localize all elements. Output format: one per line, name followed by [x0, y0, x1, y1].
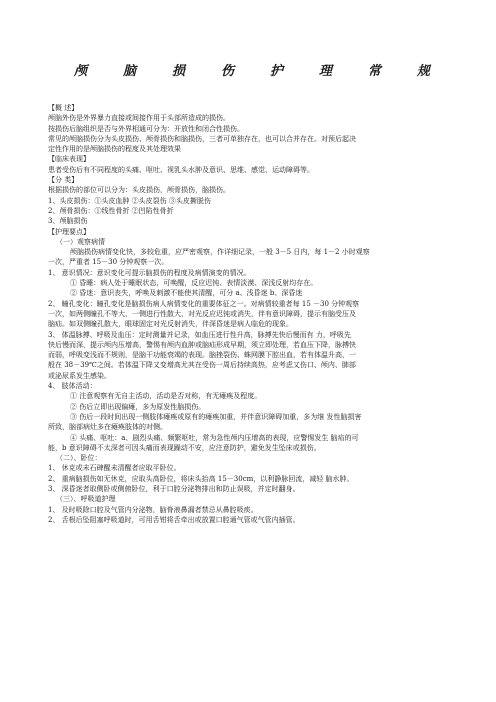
text-line: 般在 38－39℃之间。若体温下降又变增高尤其在受伤一周后持续高热，应考虑又伤口、颅内、肺部	[48, 361, 356, 370]
text-line: 2、 瞳孔变化：瞳孔变化是脑损伤病人病情变化的重要体征之一。对病情较重者每 15 －30 分钟观察	[48, 299, 360, 308]
text-line: 【护理要点】	[48, 227, 90, 236]
text-line: 快后慢而深，提示颅内压增高，警惕有颅内血肿或脑疝形成早期，须立即处理，若血压下降，脉搏快	[48, 340, 356, 349]
text-line: 【分 类】	[48, 176, 79, 185]
title-char: 伤	[220, 64, 234, 79]
text-line: 所致，脑部病灶多在瘫痪肢体的对侧。	[48, 423, 167, 432]
title-char: 理	[318, 64, 332, 79]
text-line: 一次，严重者 15－30 分钟观察一次。	[48, 258, 169, 267]
text-line: 【临床表现】	[48, 155, 90, 164]
title-char: 损	[171, 64, 185, 79]
text-line: ② 伤后立即出现偏瘫，多为原发性脑损伤。	[70, 402, 206, 411]
text-line: 一次，如两侧瞳孔不等大，一侧进行性散大，对光反应迟钝或消失，伴有意识障碍，提示有脑受压及	[48, 309, 356, 318]
text-line: 按损伤后脑组织是否与外界相通可分为：开放性和闭合性损伤。	[48, 124, 244, 133]
text-line: 2、 舌根后坠阻塞呼吸道时，可用舌钳将舌牵出或放置口腔通气管或气管内插管。	[48, 515, 300, 524]
text-line: 患者受伤后有不同程度的头痛、呕吐、视乳头水肿及意识、思维、感觉、运动障碍等。	[48, 165, 314, 174]
text-line: 常见的颅脑损伤分为头皮损伤、颅骨损伤和脑损伤，三者可单独存在，也可以合并存在。对预后起决	[48, 134, 356, 143]
text-line: （二）、卧位：	[56, 454, 102, 463]
title-char: 脑	[122, 64, 136, 79]
text-line: ① 注意观察有无自主活动，活动是否对称，有无瘫痪及程度。	[70, 392, 262, 401]
text-line: 3、 体温脉搏、呼吸及血压：定时测量并记录，如血压进行性升高，脉搏先快后慢而有 力，呼吸先	[48, 330, 351, 339]
title-char: 常	[367, 64, 381, 79]
text-line: 1、 意识情况：意识变化可提示脑损伤的程度及病情演变的情况。	[48, 268, 251, 277]
page-title	[74, 63, 430, 81]
document-body	[48, 103, 448, 525]
text-line: 而弱，呼吸变浅而不规则，是脑干功能衰竭的表现。脑挫裂伤、蛛网膜下腔出血，若有体温升高，一	[48, 351, 356, 360]
text-line: 【概 述】	[48, 104, 79, 112]
title-char: 规	[416, 64, 430, 79]
text-line: 或泌尿系发生感染。	[48, 371, 111, 380]
text-line: 2、 重病脑损伤如无休克，应取头高卧位，将床头抬高 15－30cm，以利静脉回流，减轻 脑水肿。	[48, 474, 354, 483]
text-line: 能，b 意识障碍不太深者可因头痛而表现躁动不安，应注意防护，避免发生坠床或损伤。	[48, 443, 321, 452]
text-line: 1、 及时吸除口腔及气管内分泌物，脑脊液鼻漏者禁忌从鼻腔吸痰。	[48, 505, 258, 514]
text-line: 颅脑损伤病情变化快，多较危重，应严密观察，作详细记录，一般 3－5 日内，每 1－2 小时观察	[70, 248, 370, 257]
title-char: 护	[269, 64, 283, 79]
text-line: 4、 肢体活动：	[48, 382, 97, 391]
text-line: ④ 头痛、呕吐：a、剧烈头痛、频繁呕吐，常为急性颅内压增高的表现，应警惕发生 脑疝的可	[70, 433, 359, 442]
text-line: ② 昏迷：意识丧失，呼唤及刺激不能使其清醒，可分 a、浅昏迷 b、深昏迷	[70, 289, 303, 298]
text-line: 颅脑外伤是外界暴力直接或间接作用于头部所造成的损伤。	[48, 114, 230, 123]
text-line: 3、 深昏迷者取侧卧或侧俯卧位，利于口腔分泌物排出和防止误吸，并定时翻身。	[48, 484, 300, 493]
text-line: 1、头皮损伤：①头皮血肿 ②头皮裂伤 ③头皮撕脱伤	[48, 196, 211, 205]
text-line: 2、颅骨损伤：①线性骨折 ②凹陷性骨折	[48, 206, 174, 215]
text-line: （一）观察病情	[56, 237, 105, 246]
text-line: 根据损伤的部位可以分为：头皮损伤，颅骨损伤，脑损伤。	[48, 186, 230, 195]
text-line: 3、颅脑损伤	[48, 217, 88, 226]
text-line: （三）、呼吸道护理	[56, 495, 116, 504]
text-line: 脑疝。如双侧瞳孔散大，眼球固定对光反射消失，伴深昏迷是病人临危的现象。	[48, 320, 293, 329]
text-line: 1、 休克或未石碑醒未清醒者应取平卧位。	[48, 464, 181, 473]
text-line: 定性作用的是颅脑损伤的程度及其处理效果	[48, 145, 181, 154]
text-line: ③ 伤后一段时间出现一侧肢体瘫痪或原有的瘫痪加重，并伴意识障碍加重，多为继 发性脑损害	[70, 412, 362, 421]
text-line: ① 昏睡：病人处于睡眠状态，可唤醒，反应迟钝、表情淡漠、深浅反射均存在。	[70, 279, 318, 288]
title-char: 颅	[74, 64, 88, 79]
